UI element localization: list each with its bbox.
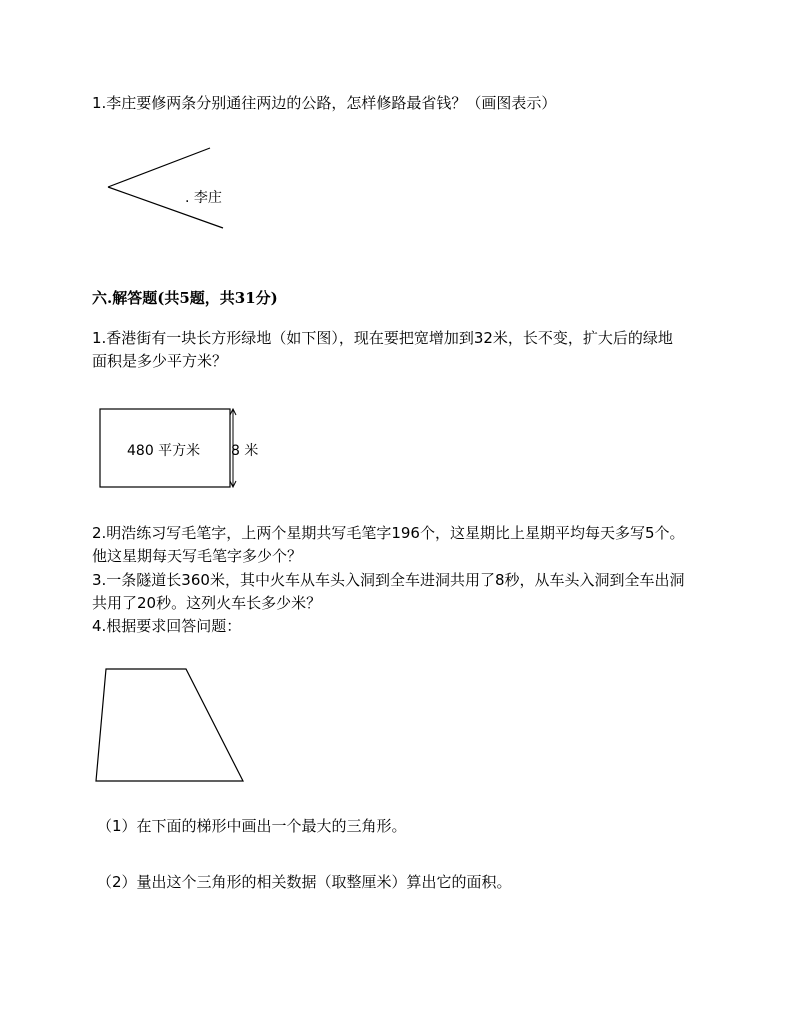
question-4-sub-2: （2）量出这个三角形的相关数据（取整厘米）算出它的面积。 (97, 873, 512, 891)
question-3-line-1: 3.一条隧道长360米，其中火车从车头入洞到全车进洞共用了8秒，从车头入洞到全车出洞 (92, 571, 685, 589)
question-1-line-2: 面积是多少平方米？ (92, 352, 228, 370)
trapezoid-figure (90, 663, 250, 788)
question-4-sub-1: （1）在下面的梯形中画出一个最大的三角形。 (97, 817, 407, 835)
rectangle-area-label: 480 平方米 (127, 443, 201, 459)
question-2-line-1: 2.明浩练习写毛笔字，上两个星期共写毛笔字196个，这星期比上星期平均每天多写5个。 (92, 524, 685, 542)
question-prev-1: 1.李庄要修两条分别通往两边的公路，怎样修路最省钱？（画图表示） (92, 94, 557, 112)
section-heading: 六.解答题(共5题，共31分) (92, 289, 278, 307)
rectangle-width-label: 8 米 (231, 443, 259, 459)
question-3-line-2: 共用了20秒。这列火车长多少米？ (92, 594, 322, 612)
question-2-line-2: 他这星期每天写毛笔字多少个？ (92, 547, 303, 565)
question-1-line-1: 1.香港街有一块长方形绿地（如下图），现在要把宽增加到32米，长不变，扩大后的绿地 (92, 329, 673, 347)
village-label: . 李庄 (185, 190, 222, 206)
question-4-title: 4.根据要求回答问题： (92, 617, 242, 635)
